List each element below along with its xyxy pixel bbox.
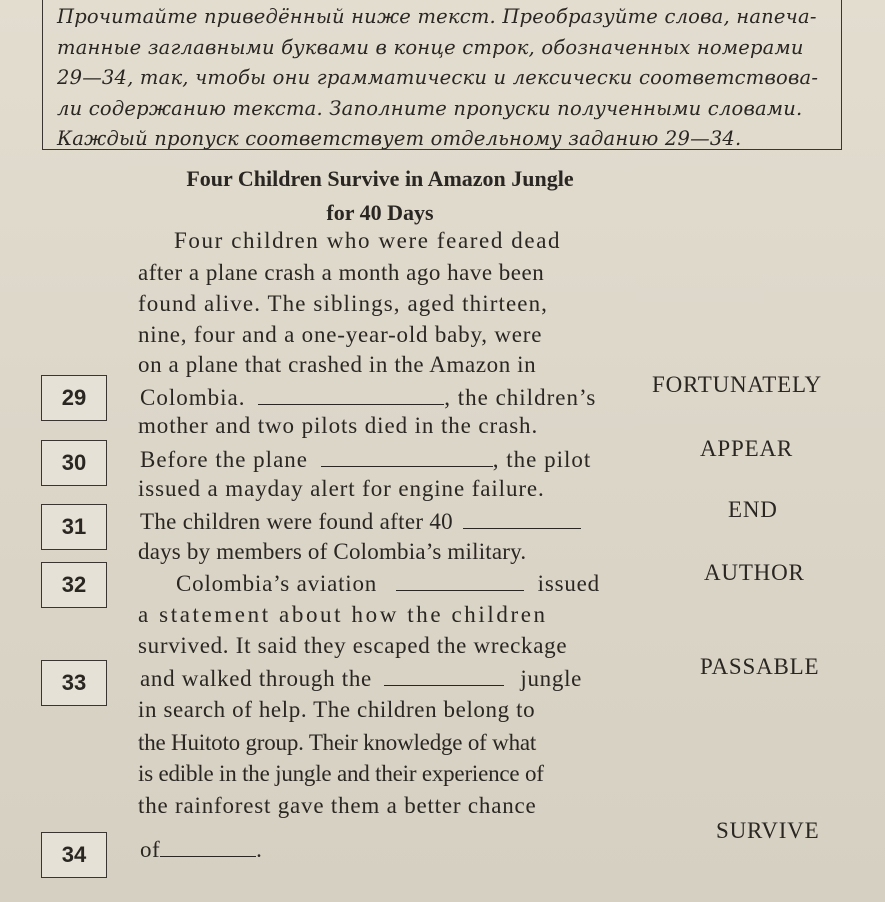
- text-fragment: and walked through the: [140, 666, 372, 691]
- task-word-31: END: [728, 497, 778, 522]
- text-fragment: The children were found after 40: [140, 509, 453, 534]
- task-number-30: 30: [41, 440, 107, 486]
- text-line: survived. It said they escaped the wreckage: [138, 633, 568, 658]
- instructions-line: 29—34, так, чтобы они грамматически и лексически соответствова-: [57, 66, 819, 89]
- instructions-box: [42, 0, 842, 150]
- answer-blank-33[interactable]: [384, 665, 504, 686]
- article-title: Four Children Survive in Amazon Jungle: [186, 166, 574, 191]
- article-title-line2: for 40 Days: [326, 200, 434, 225]
- task-word-32: AUTHOR: [704, 560, 805, 585]
- text-fragment: , the children’s: [444, 385, 597, 410]
- text-line: found alive. The siblings, aged thirteen,: [138, 291, 549, 316]
- instructions-line: Прочитайте приведённый ниже текст. Преобразуйте слова, напеча-: [57, 5, 817, 28]
- text-line-29: [140, 384, 596, 411]
- task-number-33: 33: [41, 660, 107, 706]
- answer-blank-34[interactable]: [160, 836, 256, 857]
- task-word-30: APPEAR: [700, 436, 793, 461]
- task-word-29: FORTUNATELY: [652, 372, 822, 397]
- text-line: nine, four and a one-year-old baby, were: [138, 322, 543, 347]
- task-word-34: SURVIVE: [716, 818, 820, 843]
- text-line-32: [176, 570, 600, 597]
- text-line-30: [140, 446, 591, 473]
- text-line: is edible in the jungle and their experience of: [138, 761, 544, 786]
- text-line: the Huitoto group. Their knowledge of what: [138, 730, 537, 755]
- answer-blank-32[interactable]: [396, 570, 524, 591]
- text-fragment: jungle: [520, 666, 583, 691]
- text-line: after a plane crash a month ago have been: [138, 260, 545, 285]
- text-fragment: .: [256, 837, 263, 862]
- instructions-line: танные заглавными буквами в конце строк, обозначенных номерами: [57, 35, 804, 59]
- text-line: days by members of Colombia’s military.: [138, 539, 527, 564]
- task-word-33: PASSABLE: [700, 654, 820, 679]
- task-number-32: 32: [41, 562, 107, 608]
- text-fragment: , the pilot: [492, 447, 592, 472]
- text-line: on a plane that crashed in the Amazon in: [138, 352, 537, 377]
- text-line: a statement about how the children: [138, 602, 548, 627]
- answer-blank-31[interactable]: [463, 508, 581, 529]
- text-line-34: [140, 836, 262, 863]
- text-fragment: Colombia’s aviation: [176, 571, 378, 596]
- text-fragment: of: [140, 837, 161, 862]
- text-line: the rainforest gave them a better chance: [138, 793, 537, 818]
- text-line: in search of help. The children belong to: [138, 697, 536, 722]
- task-number-31: 31: [41, 504, 107, 550]
- instructions-line: ли содержанию текста. Заполните пропуски полученными словами.: [57, 96, 803, 120]
- text-line: Four children who were feared dead: [174, 228, 562, 253]
- task-number-34: 34: [41, 832, 107, 878]
- text-line-33: [140, 665, 582, 692]
- text-fragment: Before the plane: [140, 447, 308, 472]
- text-line-31: [140, 508, 581, 535]
- answer-blank-30[interactable]: [321, 446, 493, 467]
- text-line: mother and two pilots died in the crash.: [138, 413, 539, 438]
- text-fragment: Colombia.: [140, 385, 246, 410]
- instructions-line: Каждый пропуск соответствует отдельному заданию 29—34.: [57, 127, 742, 150]
- task-number-29: 29: [41, 375, 107, 421]
- text-line: issued a mayday alert for engine failure.: [138, 476, 545, 501]
- answer-blank-29[interactable]: [258, 384, 444, 405]
- text-fragment: issued: [537, 571, 600, 596]
